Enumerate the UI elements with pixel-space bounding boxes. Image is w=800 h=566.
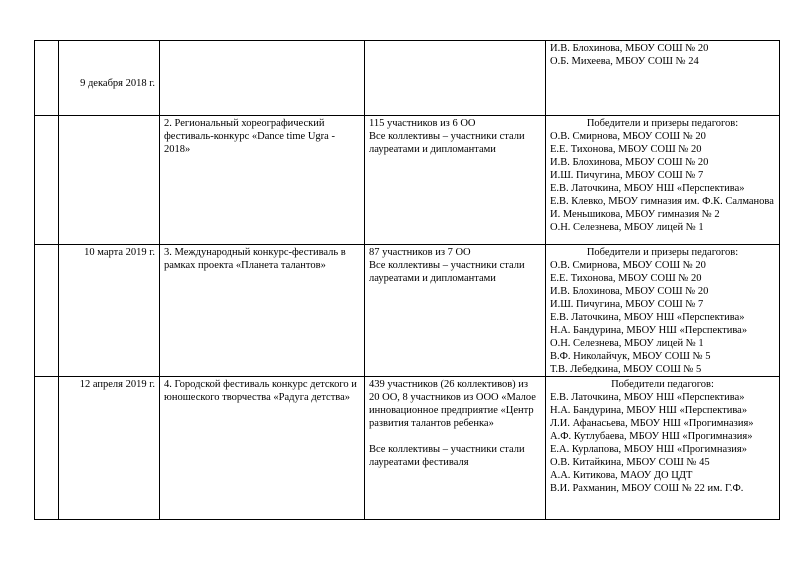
participants-text: Все коллективы – участники стали лауреатами и дипломантами	[369, 260, 525, 284]
participants-cell	[365, 41, 546, 116]
winners-cell	[546, 41, 780, 116]
event-cell	[160, 245, 365, 377]
winner-entry: И. Меньшикова, МБОУ гимназия № 2	[550, 209, 720, 220]
winner-entry: Л.И. Афанасьева, МБОУ НШ «Прогимназия»	[550, 418, 754, 429]
blank-cell	[35, 116, 59, 245]
event-title: 4. Городской фестиваль конкурс детского и юношеского творчества «Радуга детства»	[164, 379, 357, 403]
blank-cell	[35, 245, 59, 377]
winners-heading: Победители и призеры педагогов:	[586, 118, 739, 129]
winners-cell	[546, 116, 780, 245]
participants-text: Все коллективы – участники стали лауреатами фестиваля	[369, 444, 525, 468]
winner-entry: Т.В. Лебедкина, МБОУ СОШ № 5	[550, 364, 702, 375]
event-date: 10 марта 2019 г.	[84, 247, 155, 258]
winner-entry: В.И. Рахманин, МБОУ СОШ № 22 им. Г.Ф.	[550, 483, 744, 494]
winner-entry: Е.В. Латочкина, МБОУ НШ «Перспектива»	[550, 312, 745, 323]
table-row	[35, 377, 780, 520]
table-row	[35, 41, 780, 116]
event-cell	[160, 116, 365, 245]
winner-entry: Е.А. Курлапова, МБОУ НШ «Прогимназия»	[550, 444, 747, 455]
winner-entry: О.В. Смирнова, МБОУ СОШ № 20	[550, 260, 706, 271]
winner-entry: И.В. Блохинова, МБОУ СОШ № 20	[550, 157, 709, 168]
participants-text	[369, 430, 541, 443]
winners-cell	[546, 377, 780, 520]
blank-cell	[35, 377, 59, 520]
events-table	[34, 40, 780, 520]
winner-entry: О.В. Смирнова, МБОУ СОШ № 20	[550, 131, 706, 142]
winner-entry: О.Б. Михеева, МБОУ СОШ № 24	[550, 56, 699, 67]
winner-entry: И.В. Блохинова, МБОУ СОШ № 20	[550, 286, 709, 297]
event-date: 9 декабря 2018 г.	[80, 78, 155, 89]
winner-entry: Е.Е. Тихонова, МБОУ СОШ № 20	[550, 273, 702, 284]
winner-entry: И.Ш. Пичугина, МБОУ СОШ № 7	[550, 170, 704, 181]
event-cell	[160, 377, 365, 520]
table-row	[35, 245, 780, 377]
winner-entry: Н.А. Бандурина, МБОУ НШ «Перспектива»	[550, 405, 748, 416]
winner-entry: И.В. Блохинова, МБОУ СОШ № 20	[550, 43, 709, 54]
event-date: 12 апреля 2019 г.	[79, 379, 155, 390]
winner-entry: Е.В. Клевко, МБОУ гимназия им. Ф.К. Салманова	[550, 196, 774, 207]
blank-cell	[35, 41, 59, 116]
winners-heading: Победители педагогов:	[611, 379, 714, 390]
winner-entry: О.В. Китайкина, МБОУ СОШ № 45	[550, 457, 710, 468]
events-table-body	[35, 41, 780, 520]
winner-entry: А.А. Китикова, МАОУ ДО ЦДТ	[550, 470, 693, 481]
event-cell	[160, 41, 365, 116]
winner-entry: В.Ф. Николайчук, МБОУ СОШ № 5	[550, 351, 711, 362]
date-cell	[59, 41, 160, 116]
participants-text: 87 участников из 7 ОО	[369, 247, 471, 258]
participants-cell	[365, 245, 546, 377]
winner-entry: Н.А. Бандурина, МБОУ НШ «Перспектива»	[550, 325, 748, 336]
winner-entry: Е.В. Латочкина, МБОУ НШ «Перспектива»	[550, 392, 745, 403]
table-row	[35, 116, 780, 245]
date-cell	[59, 245, 160, 377]
date-cell	[59, 116, 160, 245]
event-title: 2. Региональный хореографический фестиваль-конкурс «Dance time Ugra - 2018»	[164, 118, 335, 155]
winner-entry: А.Ф. Кутлубаева, МБОУ НШ «Прогимназия»	[550, 431, 753, 442]
participants-text: Все коллективы – участники стали лауреатами и дипломантами	[369, 131, 525, 155]
winner-entry: И.Ш. Пичугина, МБОУ СОШ № 7	[550, 299, 704, 310]
winner-entry: О.Н. Селезнева, МБОУ лицей № 1	[550, 222, 704, 233]
participants-text: 439 участников (26 коллективов) из 20 ОО, 8 участников из ООО «Малое инновационное предприятие «Центр развития талантов ребенка»	[369, 379, 536, 429]
winners-heading: Победители и призеры педагогов:	[586, 247, 739, 258]
participants-text: 115 участников из 6 ОО	[369, 118, 476, 129]
participants-cell	[365, 116, 546, 245]
event-title: 3. Международный конкурс-фестиваль в рамках проекта «Планета талантов»	[164, 247, 346, 271]
date-cell	[59, 377, 160, 520]
winners-cell	[546, 245, 780, 377]
participants-cell	[365, 377, 546, 520]
winner-entry: Е.Е. Тихонова, МБОУ СОШ № 20	[550, 144, 702, 155]
winner-entry: О.Н. Селезнева, МБОУ лицей № 1	[550, 338, 704, 349]
winner-entry: Е.В. Латочкина, МБОУ НШ «Перспектива»	[550, 183, 745, 194]
